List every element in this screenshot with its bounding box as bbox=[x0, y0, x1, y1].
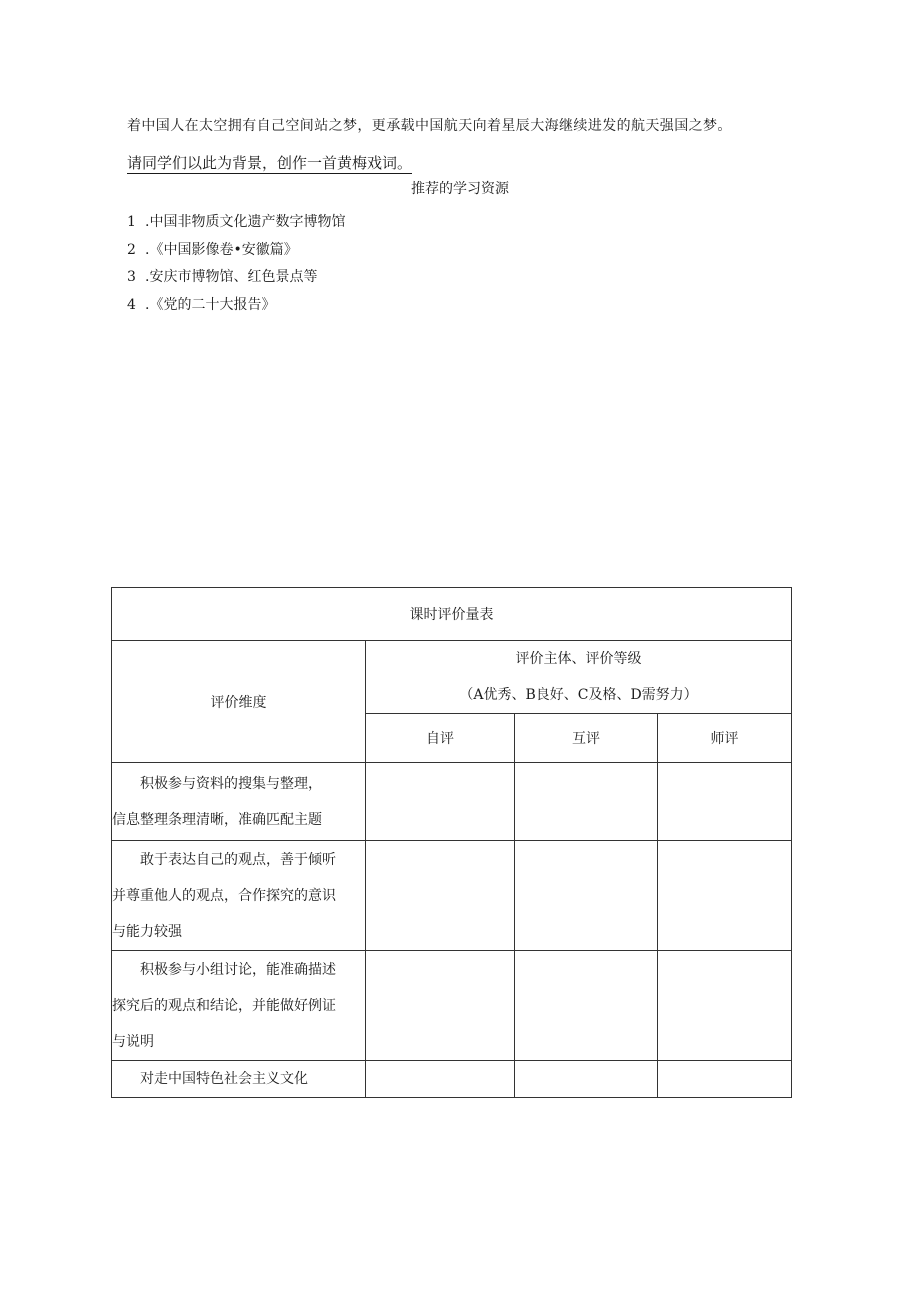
dimension-cell bbox=[112, 841, 366, 951]
resource-item bbox=[127, 268, 317, 286]
teacher-eval-cell[interactable] bbox=[658, 1061, 792, 1098]
teacher-eval-cell[interactable] bbox=[658, 951, 792, 1061]
teacher-eval-cell[interactable] bbox=[658, 841, 792, 951]
table-title-row bbox=[112, 588, 792, 641]
teacher-eval-header: 师评 bbox=[658, 714, 792, 763]
dimension-text: 积极参与小组讨论，能准确描述 bbox=[140, 961, 336, 978]
dimension-text: 对走中国特色社会主义文化 bbox=[140, 1071, 308, 1087]
resource-item-text: .《党的二十大报告》 bbox=[145, 297, 276, 313]
resource-item-text: .《中国影像卷•安徽篇》 bbox=[145, 242, 298, 258]
teacher-eval-cell[interactable] bbox=[658, 763, 792, 841]
peer-eval-header: 互评 bbox=[515, 714, 658, 763]
table-title: 课时评价量表 bbox=[112, 588, 792, 641]
task-instruction: 请同学们以此为背景，创作一首黄梅戏词。 bbox=[127, 154, 413, 172]
self-eval-header: 自评 bbox=[366, 714, 515, 763]
self-eval-cell[interactable] bbox=[366, 763, 515, 841]
peer-eval-cell[interactable] bbox=[515, 841, 658, 951]
dimension-text: 并尊重他人的观点，合作探究的意识 bbox=[112, 887, 336, 904]
resource-item bbox=[127, 241, 298, 259]
self-eval-cell[interactable] bbox=[366, 951, 515, 1061]
grade-legend: （A优秀、B良好、C及格、D需努力） bbox=[459, 687, 698, 703]
resource-item-number: 1 bbox=[127, 214, 136, 230]
dimension-text: 积极参与资料的搜集与整理， bbox=[140, 775, 322, 792]
dimension-cell bbox=[112, 763, 366, 841]
peer-eval-cell[interactable] bbox=[515, 763, 658, 841]
table-row bbox=[112, 1061, 792, 1098]
intro-paragraph-line: 着中国人在太空拥有自己空间站之梦，更承载中国航天向着星辰大海继续进发的航天强国之梦。 bbox=[127, 118, 732, 134]
dimension-text: 探究后的观点和结论，并能做好例证 bbox=[112, 997, 336, 1014]
resource-item bbox=[127, 213, 345, 231]
dimension-text: 敢于表达自己的观点，善于倾听 bbox=[140, 851, 336, 868]
table-header-row bbox=[112, 641, 792, 714]
subject-header bbox=[366, 641, 792, 714]
resources-title: 推荐的学习资源 bbox=[411, 181, 509, 197]
dimension-text: 信息整理条理清晰，准确匹配主题 bbox=[112, 811, 322, 828]
resource-item-text: .中国非物质文化遗产数字博物馆 bbox=[145, 214, 346, 230]
evaluation-table bbox=[111, 587, 792, 1098]
resource-item bbox=[127, 296, 275, 314]
dimension-text: 与能力较强 bbox=[112, 923, 182, 940]
subject-header-line: 评价主体、评价等级 bbox=[515, 651, 642, 667]
peer-eval-cell[interactable] bbox=[515, 951, 658, 1061]
dimension-cell bbox=[112, 951, 366, 1061]
resource-item-number: 2 bbox=[127, 242, 136, 258]
table-row bbox=[112, 763, 792, 841]
resource-item-number: 4 bbox=[127, 297, 136, 313]
resource-item-text: .安庆市博物馆、红色景点等 bbox=[145, 269, 318, 285]
dimension-cell bbox=[112, 1061, 366, 1098]
table-row bbox=[112, 841, 792, 951]
self-eval-cell[interactable] bbox=[366, 1061, 515, 1098]
dimension-header: 评价维度 bbox=[112, 641, 366, 763]
dimension-text: 与说明 bbox=[112, 1033, 154, 1050]
resource-item-number: 3 bbox=[127, 269, 136, 285]
self-eval-cell[interactable] bbox=[366, 841, 515, 951]
table-row bbox=[112, 951, 792, 1061]
peer-eval-cell[interactable] bbox=[515, 1061, 658, 1098]
